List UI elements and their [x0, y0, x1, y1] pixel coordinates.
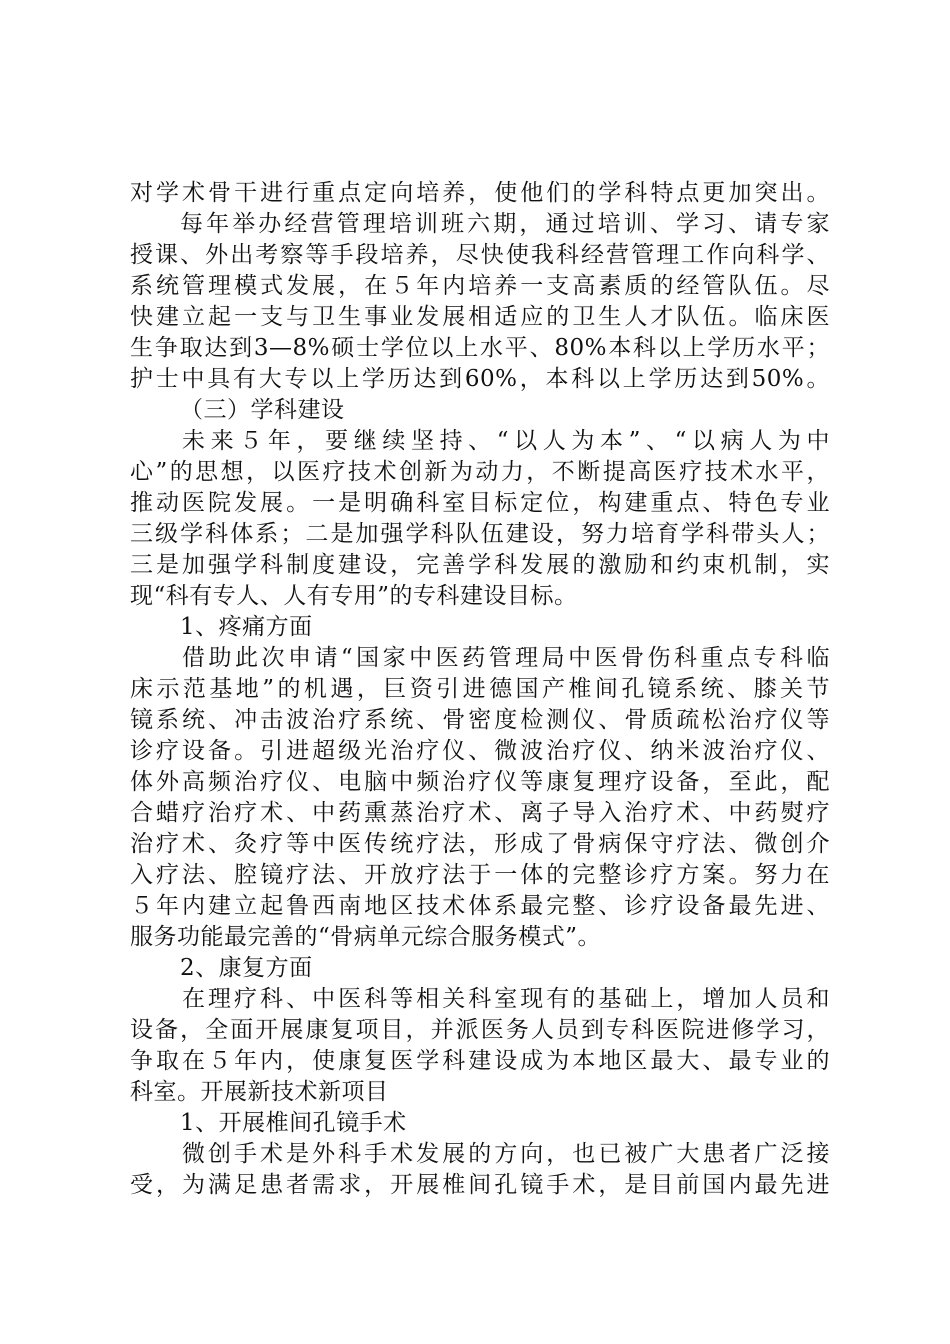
- text-line: 镜系统、冲击波治疗系统、骨密度检测仪、骨质疏松治疗仪等: [130, 707, 830, 733]
- text-line: 服务功能最完善的“骨病单元综合服务模式”。: [130, 924, 602, 950]
- text-line: 系统管理模式发展，在５年内培养一支高素质的经管队伍。尽: [130, 273, 830, 299]
- text-line: 设备，全面开展康复项目，并派医务人员到专科医院进修学习，: [130, 1017, 830, 1043]
- text-line: 争取在５年内，使康复医学科建设成为本地区最大、最专业的: [130, 1048, 830, 1074]
- text-line: 借助此次申请“国家中医药管理局中医骨伤科重点专科临: [182, 645, 830, 671]
- text-line: 治疗术、灸疗等中医传统疗法，形成了骨病保守疗法、微创介: [130, 831, 830, 857]
- text-line: 入疗法、腔镜疗法、开放疗法于一体的完整诊疗方案。努力在: [130, 862, 830, 888]
- text-line: 生争取达到3—8%硕士学位以上水平、80%本科以上学历水平；: [130, 335, 830, 361]
- subsection-heading: 1、开展椎间孔镜手术: [180, 1110, 407, 1136]
- text-line: 推动医院发展。一是明确科室目标定位，构建重点、特色专业: [130, 490, 830, 516]
- text-line: 床示范基地”的机遇，巨资引进德国产椎间孔镜系统、膝关节: [130, 676, 830, 702]
- text-line: 未来５年，要继续坚持、“以人为本”、“以病人为中: [182, 428, 830, 454]
- text-line: 受，为满足患者需求，开展椎间孔镜手术，是目前国内最先进: [130, 1172, 830, 1198]
- text-line: 每年举办经营管理培训班六期，通过培训、学习、请专家: [180, 211, 830, 237]
- text-line: 现“科有专人、人有专用”的专科建设目标。: [130, 583, 578, 609]
- text-line: 快建立起一支与卫生事业发展相适应的卫生人才队伍。临床医: [130, 304, 830, 330]
- subsection-heading: 2、康复方面: [180, 955, 313, 981]
- text-line: 在理疗科、中医科等相关科室现有的基础上，增加人员和: [182, 986, 830, 1012]
- text-line: 三是加强学科制度建设，完善学科发展的激励和约束机制，实: [130, 552, 830, 578]
- text-line: 授课、外出考察等手段培养，尽快使我科经营管理工作向科学、: [130, 242, 830, 268]
- text-line: 诊疗设备。引进超级光治疗仪、微波治疗仪、纳米波治疗仪、: [130, 738, 830, 764]
- text-line: ５年内建立起鲁西南地区技术体系最完整、诊疗设备最先进、: [130, 893, 830, 919]
- text-line: 对学术骨干进行重点定向培养，使他们的学科特点更加突出。: [130, 180, 830, 206]
- text-line: 合蜡疗治疗术、中药熏蒸治疗术、离子导入治疗术、中药熨疗: [130, 800, 830, 826]
- text-line: 三级学科体系；二是加强学科队伍建设，努力培育学科带头人；: [130, 521, 830, 547]
- text-line: 微创手术是外科手术发展的方向，也已被广大患者广泛接: [182, 1141, 830, 1167]
- text-line: 心”的思想，以医疗技术创新为动力，不断提高医疗技术水平，: [130, 459, 830, 485]
- subsection-heading: 1、疼痛方面: [180, 614, 313, 640]
- text-line: 护士中具有大专以上学历达到60%，本科以上学历达到50%。: [130, 366, 830, 392]
- section-heading: （三）学科建设: [180, 397, 345, 423]
- text-line: 科室。开展新技术新项目: [130, 1079, 389, 1105]
- text-line: 体外高频治疗仪、电脑中频治疗仪等康复理疗设备，至此，配: [130, 769, 830, 795]
